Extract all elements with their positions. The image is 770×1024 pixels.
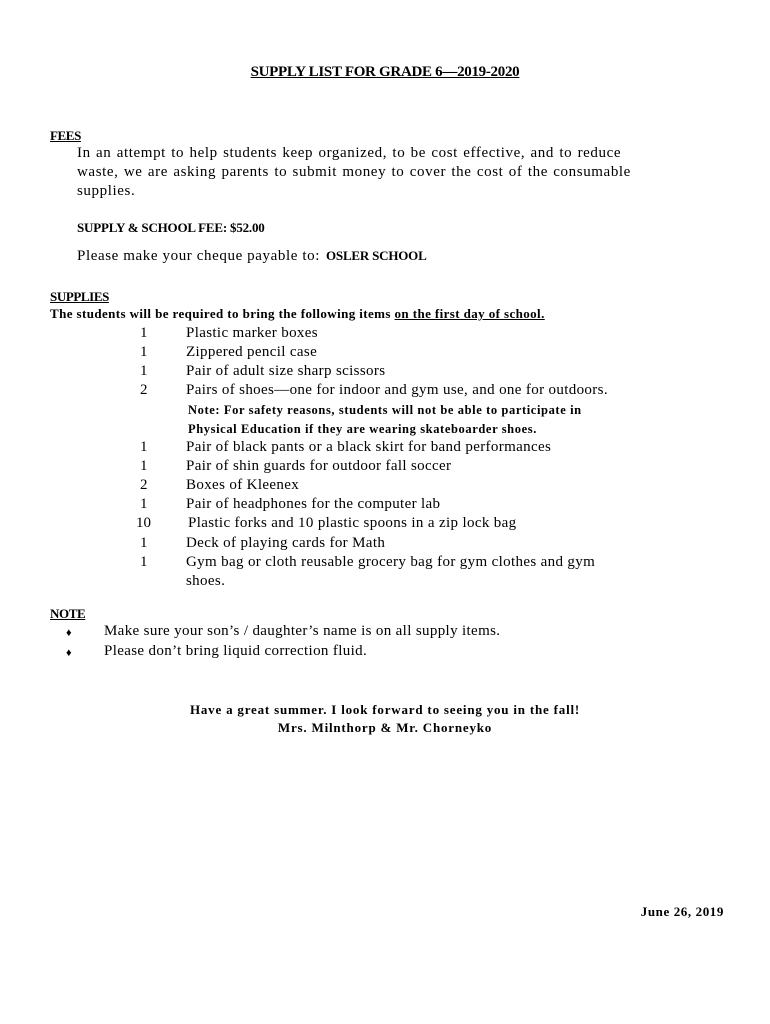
diamond-bullet-icon: ♦ bbox=[66, 627, 72, 639]
item-description: Pairs of shoes—one for indoor and gym use, and one for outdoors. bbox=[186, 382, 608, 398]
fee-amount: SUPPLY & SCHOOL FEE: $52.00 bbox=[77, 220, 265, 235]
item-quantity: 1 bbox=[140, 439, 148, 455]
supplies-intro-emphasis: on the first day of school. bbox=[394, 306, 545, 321]
item-quantity: 1 bbox=[140, 363, 148, 379]
note-bullet-text: Make sure your son’s / daughter’s name is on all supply items. bbox=[104, 623, 501, 639]
signature-names: Mrs. Milnthorp & Mr. Chorneyko bbox=[277, 720, 493, 735]
fees-heading: FEES bbox=[50, 128, 81, 143]
supplies-intro-text: The students will be required to bring the following items bbox=[50, 306, 395, 321]
item-description: Pair of headphones for the computer lab bbox=[186, 496, 441, 512]
note-heading: NOTE bbox=[50, 606, 86, 621]
list-item bbox=[0, 496, 770, 515]
supplies-heading: SUPPLIES bbox=[50, 289, 109, 304]
list-item bbox=[0, 515, 770, 534]
item-quantity: 1 bbox=[140, 554, 148, 570]
item-description: Plastic forks and 10 plastic spoons in a zip lock bag bbox=[188, 515, 517, 531]
item-description: Gym bag or cloth reusable grocery bag for gym clothes and gym bbox=[186, 554, 596, 570]
item-quantity: 1 bbox=[140, 496, 148, 512]
item-quantity: 1 bbox=[140, 535, 148, 551]
list-item bbox=[0, 344, 770, 363]
note-bullet-item bbox=[0, 643, 770, 662]
fees-paragraph-line: waste, we are asking parents to submit money to cover the cost of the consumable bbox=[77, 164, 631, 180]
document-date: June 26, 2019 bbox=[640, 904, 724, 919]
item-quantity: 1 bbox=[140, 344, 148, 360]
item-quantity: 1 bbox=[140, 325, 148, 341]
item-description: Pair of black pants or a black skirt for band performances bbox=[186, 439, 552, 455]
item-quantity: 10 bbox=[136, 515, 151, 531]
diamond-bullet-icon: ♦ bbox=[66, 647, 72, 659]
note-bullet-text: Please don’t bring liquid correction fluid. bbox=[104, 643, 368, 659]
fees-paragraph-line: supplies. bbox=[77, 183, 136, 199]
supplies-intro bbox=[50, 306, 545, 322]
closing-message: Have a great summer. I look forward to seeing you in the fall! bbox=[189, 702, 581, 717]
payable-text: Please make your cheque payable to: bbox=[77, 248, 320, 264]
payable-line bbox=[77, 248, 427, 265]
item-quantity: 2 bbox=[140, 477, 148, 493]
list-item bbox=[0, 477, 770, 496]
item-description: Zippered pencil case bbox=[186, 344, 318, 360]
payee-name: OSLER SCHOOL bbox=[326, 248, 427, 263]
page-title: SUPPLY LIST FOR GRADE 6—2019-2020 bbox=[250, 64, 520, 80]
item-description: Plastic marker boxes bbox=[186, 325, 318, 341]
list-item bbox=[0, 382, 770, 401]
item-description: Boxes of Kleenex bbox=[186, 477, 300, 493]
item-description-continuation: shoes. bbox=[186, 573, 226, 589]
shoe-note-line: Physical Education if they are wearing skateboarder shoes. bbox=[188, 422, 537, 436]
item-quantity: 1 bbox=[140, 458, 148, 474]
list-item bbox=[0, 439, 770, 458]
list-item bbox=[0, 554, 770, 573]
item-description: Deck of playing cards for Math bbox=[186, 535, 386, 551]
list-item bbox=[0, 325, 770, 344]
list-item bbox=[0, 535, 770, 554]
fees-paragraph-line: In an attempt to help students keep organized, to be cost effective, and to reduce bbox=[77, 145, 622, 161]
shoe-note-line: Note: For safety reasons, students will not be able to participate in bbox=[188, 403, 582, 417]
list-item bbox=[0, 363, 770, 382]
list-item bbox=[0, 458, 770, 477]
item-description: Pair of shin guards for outdoor fall soccer bbox=[186, 458, 452, 474]
item-description: Pair of adult size sharp scissors bbox=[186, 363, 386, 379]
note-bullet-item bbox=[0, 623, 770, 642]
item-quantity: 2 bbox=[140, 382, 148, 398]
